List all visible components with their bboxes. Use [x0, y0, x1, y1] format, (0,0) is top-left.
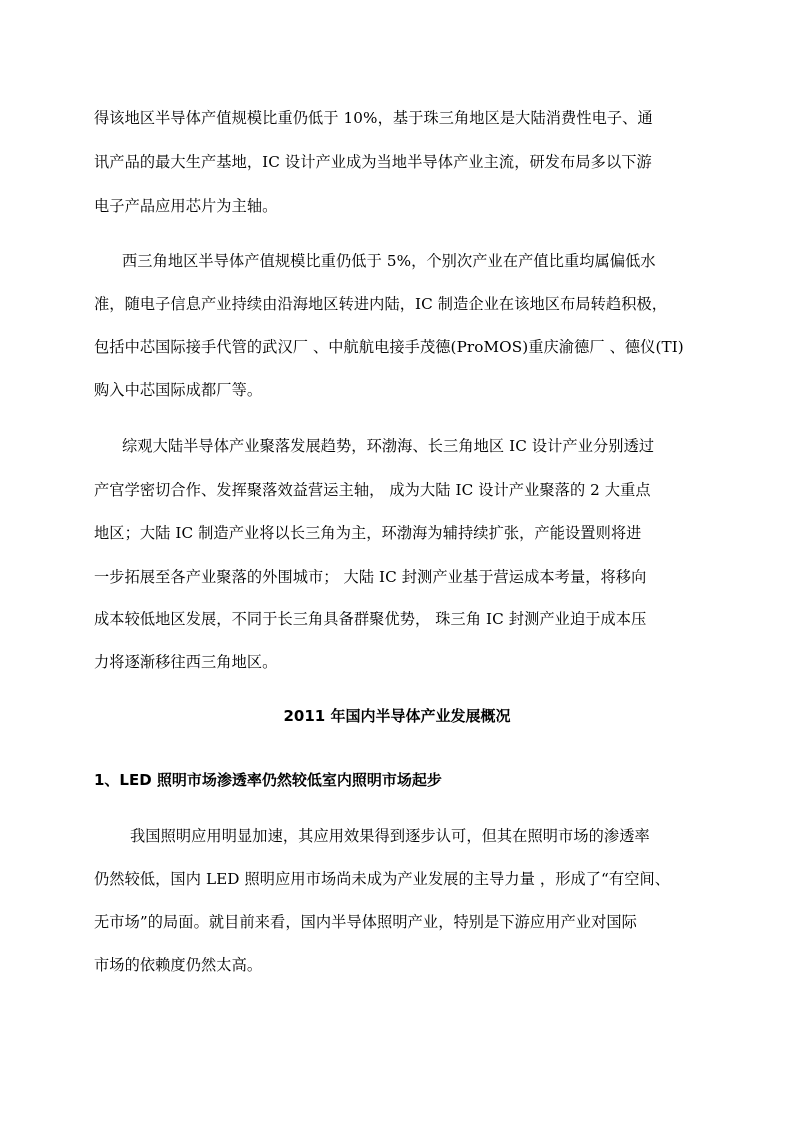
paragraph-4-line-3: 无市场”的局面。就目前来看，国内半导体照明产业，特别是下游应用产业对国际	[94, 913, 637, 931]
paragraph-3-line-5: 成本较低地区发展，不同于长三角具备群聚优势， 珠三角 IC 封测产业迫于成本压	[94, 610, 647, 628]
paragraph-2-line-1: 西三角地区半导体产值规模比重仍低于 5%，个别次产业在产值比重均属偏低水	[122, 252, 656, 270]
paragraph-1-line-2: 讯产品的最大生产基地，IC 设计产业成为当地半导体产业主流，研发布局多以下游	[94, 153, 652, 171]
paragraph-2-line-2: 准，随电子信息产业持续由沿海地区转进内陆，IC 制造企业在该地区布局转趋积极，	[94, 295, 668, 313]
paragraph-4-line-1: 我国照明应用明显加速，其应用效果得到逐步认可，但其在照明市场的渗透率	[130, 827, 650, 845]
paragraph-1-line-3: 电子产品应用芯片为主轴。	[94, 197, 278, 215]
paragraph-4-line-2: 仍然较低，国内 LED 照明应用市场尚未成为产业发展的主导力量 ，形成了“有空间、	[94, 870, 671, 888]
paragraph-3-line-3: 地区；大陆 IC 制造产业将以长三角为主，环渤海为辅持续扩张，产能设置则将进	[94, 524, 642, 542]
subsection-title: 1、LED 照明市场渗透率仍然较低室内照明市场起步	[94, 771, 442, 789]
paragraph-2-line-4: 购入中芯国际成都厂等。	[94, 381, 263, 399]
paragraph-2-line-3: 包括中芯国际接手代管的武汉厂 、中航航电接手茂德(ProMOS)重庆渝德厂 、德仪(TI)	[94, 338, 684, 356]
paragraph-3-line-4: 一步拓展至各产业聚落的外围城市； 大陆 IC 封测产业基于营运成本考量，将移向	[94, 568, 647, 586]
paragraph-3-line-1: 综观大陆半导体产业聚落发展趋势，环渤海、长三角地区 IC 设计产业分别透过	[122, 437, 655, 455]
paragraph-3-line-2: 产官学密切合作、发挥聚落效益营运主轴， 成为大陆 IC 设计产业聚落的 2 大重点	[94, 481, 651, 499]
paragraph-1-line-1: 得该地区半导体产值规模比重仍低于 10%，基于珠三角地区是大陆消费性电子、通	[94, 109, 653, 127]
paragraph-4-line-4: 市场的依赖度仍然太高。	[94, 956, 263, 974]
section-title: 2011 年国内半导体产业发展概况	[283, 707, 511, 725]
paragraph-3-line-6: 力将逐渐移往西三角地区。	[94, 653, 278, 671]
